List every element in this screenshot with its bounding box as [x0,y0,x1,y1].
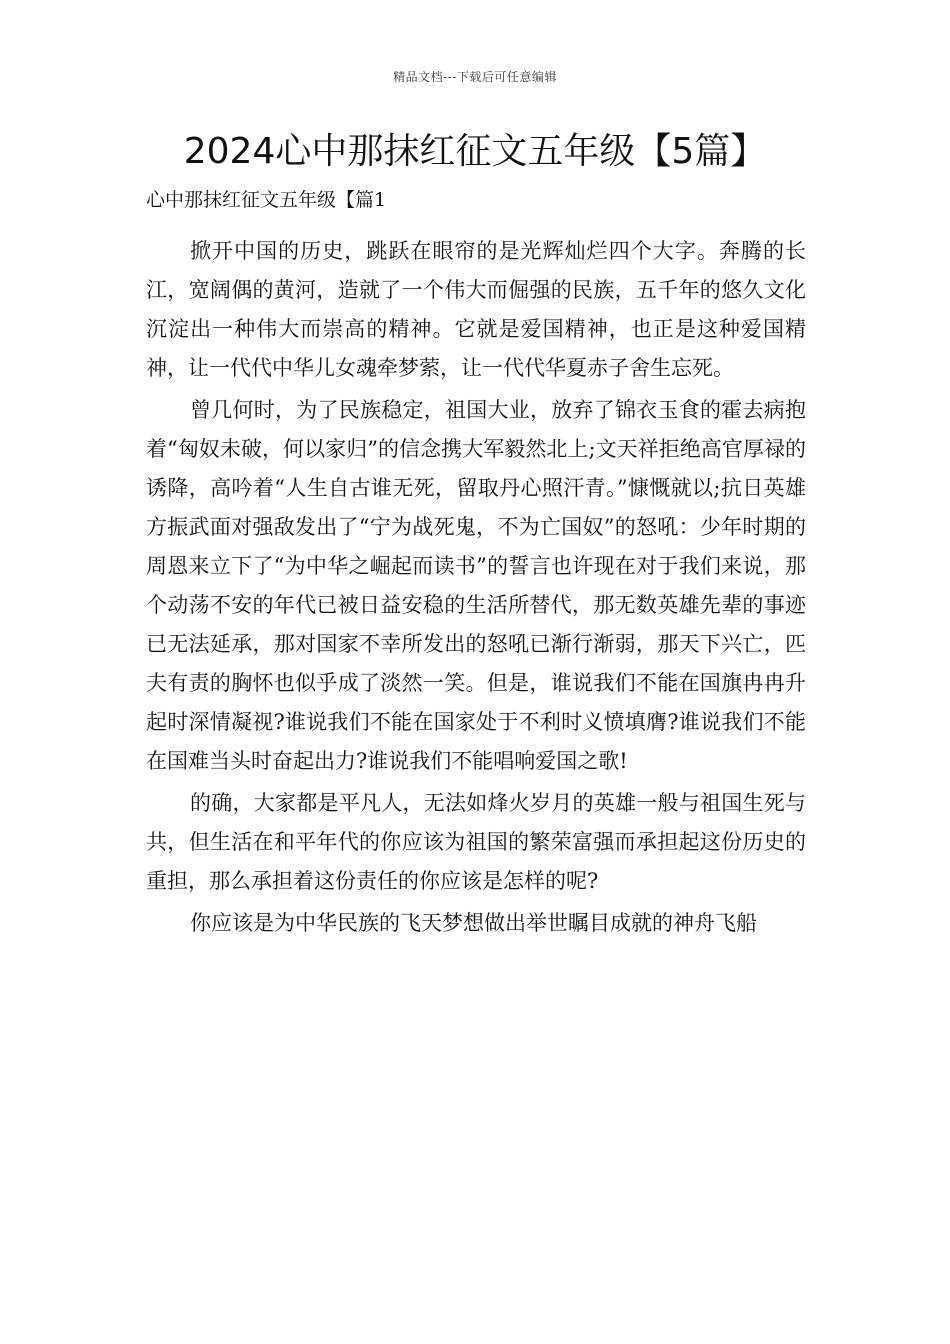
paragraph: 的确，大家都是平凡人，无法如烽火岁月的英雄一般与祖国生死与共，但生活在和平年代的你应该为祖国的繁荣富强而承担起这份历史的重担，那么承担着这份责任的你应该是怎样的呢? [146,791,806,893]
paragraph: 你应该是为中华民族的飞天梦想做出举世瞩目成就的神舟飞船 [190,911,757,935]
paragraph: 掀开中国的历史，跳跃在眼帘的是光辉灿烂四个大字。奔腾的长江，宽阔偶的黄河，造就了一个伟大而倔强的民族，五千年的悠久文化沉淀出一种伟大而崇高的精神。它就是爱国精神，也正是这种爱国精神，让一代代中华儿女魂牵梦萦，让一代代华夏赤子舍生忘死。 [146,239,806,380]
header-note: 精品文档---下载后可任意编辑 [393,70,557,84]
paragraph: 曾几何时，为了民族稳定，祖国大业，放弃了锦衣玉食的霍去病抱着“匈奴未破，何以家归”的信念携大军毅然北上;文天祥拒绝高官厚禄的诱降，高吟着“人生自古谁无死，留取丹心照汗青。”慷慨就以;抗日英雄方振武面对强敌发出了“宁为战死鬼，不为亡国奴”的怒吼：少年时期的周恩来立下了“为中华之崛起而读书”的誓言也许现在对于我们来说，那个动荡不安的年代已被日益安稳的生活所替代，那无数英雄先辈的事迹已无法延承，那对国家不幸所发出的怒吼已渐行渐弱，那天下兴亡，匹夫有责的胸怀也似乎成了淡然一笑。但是，谁说我们不能在国旗冉冉升起时深情凝视?谁说我们不能在国家处于不利时义愤填膺?谁说我们不能在国难当头时奋起出力?谁说我们不能唱响爱国之歌! [146,398,806,773]
document-title: 2024心中那抹红征文五年级【5篇】 [183,131,767,172]
section-heading: 心中那抹红征文五年级【篇1 [146,189,387,211]
body-text [146,232,806,946]
